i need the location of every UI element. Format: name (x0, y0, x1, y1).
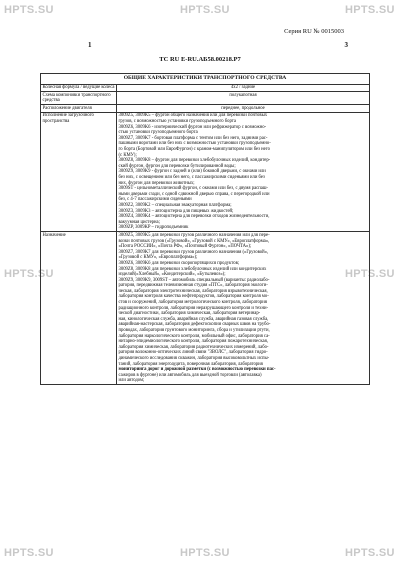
row-label: Схема компоновки транспортного средства (41, 92, 117, 105)
text-line: ная, кинологическая служба, аварийная служба, аварийная газовая служба, (118, 316, 269, 322)
text-line: го борта (Бортовой или ЕвроФургон) с краном-манипулятором или без него (118, 147, 270, 153)
text-line: 3009Z5, 3009K5 для перевозки грузов различного назначения или для пере- (118, 232, 270, 238)
text-line: динамического исследования скважин, лаборатория высоковольтных испы- (118, 356, 270, 361)
text-line: возки почтовых грузов («Грузовой», «Грузовой с КМУ», «Европлатформа», (118, 238, 270, 244)
text-line: лаборатория химическая, лаборатория радиотехнических измерений, лабо- (118, 344, 269, 350)
row-label: Колесная формула / ведущие колеса (41, 84, 117, 92)
text-line: 3009Z9, 3009K9 - фургон с задней и (или) боковой дверьми, с окнами или (118, 169, 266, 175)
text-line: «Грузовой с КМУ», «Европлатформа»); (118, 255, 198, 261)
watermark: HPTS.SU (180, 547, 230, 559)
text-line: 3009Z2, 3009K2 – специальная эвакуаторная платформа; (118, 202, 232, 208)
row-label: Расположение двигателя (41, 105, 117, 113)
text-line: грузов, с возможностью установки грузоподъемного борта (118, 119, 236, 125)
page-number-left: 1 (88, 41, 92, 49)
text-line: 3009Z9, 3009K9, 3009ST – автомобиль специальный (варианты: радиолабо- (118, 277, 270, 283)
text-line: 3009Z5, 3009K5 – фургон общего назначения или для перевозки почтовых (118, 113, 268, 119)
text-line: 3009Z6, 3009K6 - изотермический фургон или рефрижератор с возможно- (118, 124, 267, 130)
text-line: вакуумная цистерна; (118, 219, 160, 225)
watermark: HPTS.SU (345, 547, 395, 559)
text-line: «Почта РОССИИ», «Почта РФ», «Почтовый Фургон», «ПОЧТА»); (118, 244, 252, 250)
row-label: Назначение (41, 232, 117, 385)
cargo-description (117, 112, 370, 231)
text-line: 3009Z4, 3009K4 – автоцистерна для перевозки отходов жизнедеятельности, (118, 214, 270, 220)
text-line: аварийная-мастерская, лаборатория дефектоскопии сварных швов на трубо- (118, 322, 271, 328)
table-row-purpose (41, 232, 370, 385)
text-line: ческая, лаборатория электротехническая, лаборатория взрывотехническая, (118, 288, 268, 294)
text-line: 3009Z7, 3009K7 для перевозки грузов различного назначения («Грузовой», (118, 249, 269, 255)
watermark: HPTS.SU (345, 4, 395, 16)
characteristics-table (40, 73, 370, 385)
table-title: ОБЩИЕ ХАРАКТЕРИСТИКИ ТРАНСПОРТНОГО СРЕДСТВА (41, 74, 370, 85)
text-line: лаборатория контроля качества нефтепродуктов, лаборатория контроля мо- (118, 294, 269, 300)
text-line: радиационного контроля, лаборатория неразрушающего контроля и техни- (118, 305, 269, 311)
text-line: 3009Z8, 3009K8 – фургон для перевозки хлебобулочных изделий, кондитер- (118, 158, 271, 164)
page-number-right: 3 (344, 41, 348, 49)
text-line: (с КМУ); (118, 152, 137, 158)
table-row (41, 84, 370, 92)
table-row (41, 92, 370, 105)
text-line: ратория волоконно-оптических линий связи "ЗВОЛС", лаборатория гидро- (118, 350, 268, 356)
row-label: Исполнение загрузочного пространства (41, 112, 117, 231)
text-line: ческой диагностики, лаборатория химическая, лаборатория ветеринар- (118, 311, 261, 317)
watermark: HPTS.SU (4, 268, 54, 280)
row-value: 4x2 / задние (117, 84, 370, 92)
text-line: без, с 4-7 пассажирскими сиденьями (118, 197, 192, 203)
text-line: ными дверьми сзади, с одной сдвижной дверью справа, с перегородкой или (118, 191, 270, 197)
text-line: мониторинга дорог и дорожной разметки (с возможностью перевозки пас- (118, 367, 276, 373)
text-line: 3009Z7, 3009K7 - бортовая платформа с тентом или без него, задними рас- (118, 135, 268, 141)
text-line: сажиров в фургоне) или автомобиль для выездной торговли (автолавка) (118, 372, 262, 378)
watermark: HPTS.SU (180, 4, 230, 16)
text-line: стью установки грузоподъемного борта (118, 130, 198, 136)
watermark: HPTS.SU (4, 547, 54, 559)
text-line: 3009Z6, 3009K6 для перевозки скоропортящихся продуктов; (118, 260, 240, 266)
table-header-row (41, 74, 370, 85)
text-line: ратория, передвижная телевизионная студия «ПТС», лаборатория экологи- (118, 283, 268, 289)
text-line: пашными воротами или без них с возможностью установки грузоподъемно- (118, 141, 271, 147)
table-row-cargo (41, 112, 370, 231)
text-line: лаборатория наркологического контроля, мобильный офис, лаборатория са- (118, 333, 270, 339)
text-line: 3009Z3, 3009K3 – автоцистерна для пищевых жидкостей; (118, 208, 234, 214)
text-line: них, фургон для перевозки животных; (118, 180, 195, 186)
purpose-description (117, 232, 370, 385)
row-value: переднее, продольное (117, 105, 370, 113)
document-code: ТС RU E-RU.АБ58.00218.Р7 (159, 56, 241, 63)
text-line: 3009Z8, 3009K8 для перевозки хлебобулочных изделий или кондитерских (118, 266, 267, 272)
text-line: изделий(«Хлебный», «Кондитерский», «Бутылевоз»); (118, 272, 226, 278)
text-line: без них, с освещением или без него, с пассажирскими сиденьями или без (118, 175, 265, 180)
watermark: HPTS.SU (4, 4, 54, 16)
text-line: 3009ST - цельнометаллический фургон, с окнами или без, с двумя распаш- (118, 186, 268, 192)
watermark: HPTS.SU (345, 268, 395, 280)
text-line: стов и сооружений, лаборатория метрологического контроля, лаборатория (118, 300, 267, 306)
text-line: ский фургон, фургон для перевозки бутилированной воды; (118, 163, 236, 169)
text-line: нитарно-эпидемиологического контроля, лаборатория пожаротехническая, (118, 339, 268, 345)
text-line: или автодом; (118, 378, 145, 384)
text-line: 3009ZP, 3009KP – гидроподъемник (118, 225, 189, 231)
text-line: таний, лаборатория энергоаудита, поверочная лаборатория, лаборатория (118, 361, 263, 367)
table-row (41, 105, 370, 113)
series-number: Серия RU № 0015003 (284, 28, 344, 35)
text-line: проводах, лаборатория грунтового мониторинга, сбора и утилизации ртути, (118, 328, 270, 334)
row-value: полукапотная (117, 92, 370, 105)
